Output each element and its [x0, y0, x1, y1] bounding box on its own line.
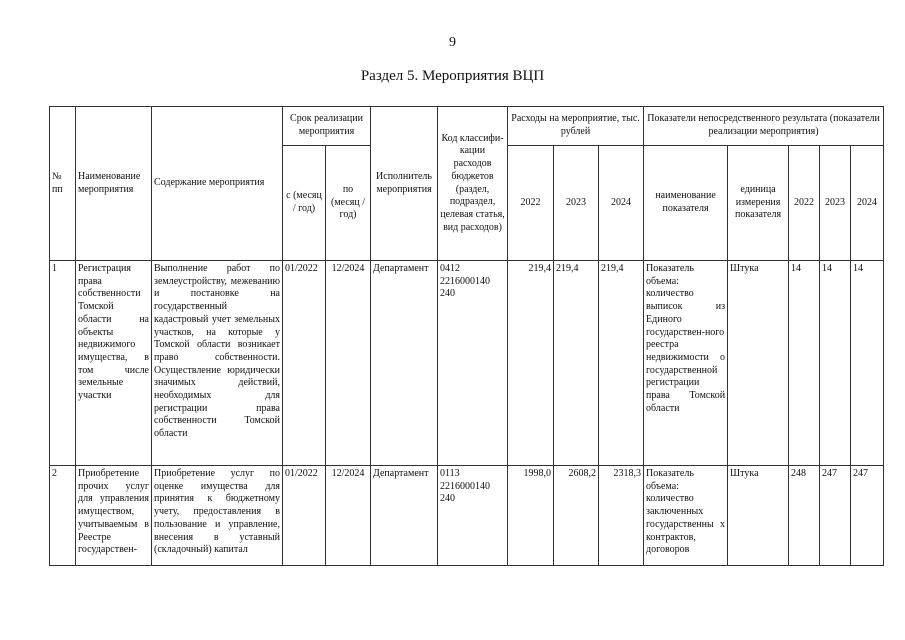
cell-from: 01/2022: [283, 261, 326, 466]
cell-cost-2022: 1998,0: [508, 466, 554, 566]
cell-num: 2: [50, 466, 76, 566]
col-header-content: Содержание мероприятия: [152, 107, 283, 261]
table-row: [50, 261, 884, 466]
cell-indicator: [644, 466, 728, 566]
cell-result-2024: 247: [851, 466, 884, 566]
col-header-code: Код классифи-кации расходов бюджетов (раздел, подраздел, целевая статья, вид расходов): [438, 107, 508, 261]
cell-cost-2024: 2318,3: [599, 466, 644, 566]
col-header-costs-group: Расходы на мероприятие, тыс. рублей: [508, 107, 644, 146]
cell-executor: Департамент: [371, 261, 438, 466]
cell-indicator-text: Показатель объема: количество заключенных государственны х контрактов, договоров: [646, 468, 726, 556]
section-title: Раздел 5. Мероприятия ВЦП: [360, 68, 545, 84]
col-header-term-from: с (месяц / год): [283, 146, 326, 261]
cell-num: 1: [50, 261, 76, 466]
table-header-row: [50, 107, 884, 146]
col-header-indicator-unit: единица измерения показателя: [728, 146, 789, 261]
col-header-indicator-name: наименование показателя: [644, 146, 728, 261]
cell-content: [152, 466, 283, 566]
cell-name-text: Приобретение прочих услуг для управления имуществом, учитываемым в Реестре государствен-: [78, 468, 149, 556]
cell-result-2023: 14: [820, 261, 851, 466]
col-header-cost-2023: 2023: [554, 146, 599, 261]
col-header-result-2022: 2022: [789, 146, 820, 261]
cell-result-2022: 248: [789, 466, 820, 566]
cell-to: 12/2024: [326, 466, 371, 566]
page-number: 9: [449, 35, 456, 50]
col-header-results-group: Показатели непосредственного результата (показатели реализации мероприятия): [644, 107, 884, 146]
col-header-num: № пп: [50, 107, 76, 261]
col-header-executor: Исполнитель мероприятия: [371, 107, 438, 261]
cell-cost-2022: 219,4: [508, 261, 554, 466]
cell-indicator: Показатель объема: количество выписок из Единого государствен-ного реестра недвижимости о государственной регистрации права Томской области: [644, 261, 728, 466]
cell-content: Выполнение работ по землеустройству, межеванию и постановке на государственный кадастровый учет земельных участков, на которые у Томской области возникает право собственности. Осуществление юридически значимых действий, необходимых для регистрации права собственности Томской области: [152, 261, 283, 466]
cell-name: Регистрация права собственности Томской области на объекты недвижимого имущества, в том числе земельные участки: [76, 261, 152, 466]
cell-unit: Штука: [728, 261, 789, 466]
cell-unit: Штука: [728, 466, 789, 566]
col-header-result-2024: 2024: [851, 146, 884, 261]
col-header-cost-2024: 2024: [599, 146, 644, 261]
cell-content-text: Приобретение услуг по оценке имущества для принятия к бюджетному учету, предоставления в пользование и управление, внесения в уставный (складочный) капитал: [154, 468, 280, 556]
col-header-result-2023: 2023: [820, 146, 851, 261]
cell-executor: Департамент: [371, 466, 438, 566]
table-row: [50, 466, 884, 566]
cell-result-2023: 247: [820, 466, 851, 566]
cell-result-2024: 14: [851, 261, 884, 466]
cell-cost-2024: 219,4: [599, 261, 644, 466]
cell-code: 0412 2216000140 240: [438, 261, 508, 466]
cell-code: 0113 2216000140 240: [438, 466, 508, 566]
col-header-name: Наименование мероприятия: [76, 107, 152, 261]
col-header-cost-2022: 2022: [508, 146, 554, 261]
cell-result-2022: 14: [789, 261, 820, 466]
activities-table: [49, 106, 884, 566]
col-header-term-to: по (месяц / год): [326, 146, 371, 261]
cell-cost-2023: 2608,2: [554, 466, 599, 566]
cell-cost-2023: 219,4: [554, 261, 599, 466]
cell-from: 01/2022: [283, 466, 326, 566]
col-header-term-group: Срок реализации мероприятия: [283, 107, 371, 146]
cell-name: [76, 466, 152, 566]
cell-to: 12/2024: [326, 261, 371, 466]
